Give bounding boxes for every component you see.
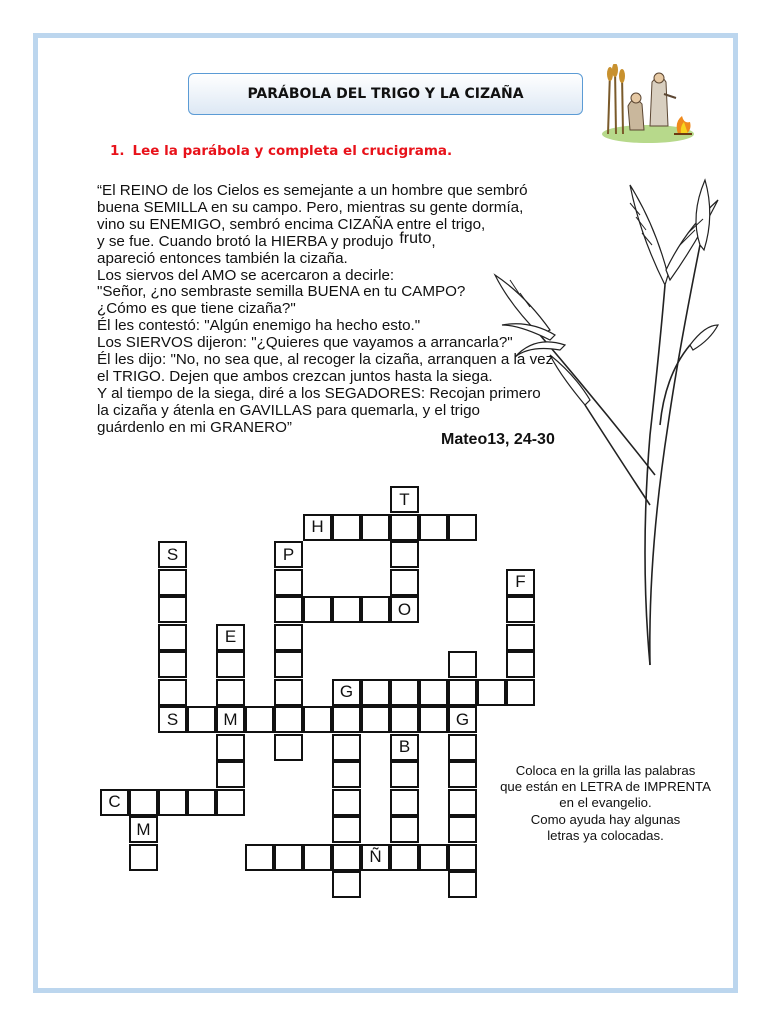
crossword-cell[interactable] <box>129 844 158 871</box>
crossword-cell[interactable] <box>448 844 477 871</box>
crossword-cell[interactable] <box>448 514 477 541</box>
crossword-cell[interactable] <box>332 789 361 816</box>
crossword-cell[interactable] <box>274 596 303 623</box>
help-line: que están en LETRA de IMPRENTA <box>500 779 711 795</box>
crossword-cell[interactable] <box>274 651 303 678</box>
crossword-cell[interactable] <box>274 569 303 596</box>
parable-line: apareció entonces también la cizaña. <box>97 249 348 267</box>
crossword-cell[interactable] <box>390 789 419 816</box>
instruction-text: Lee la parábola y completa el crucigrama. <box>132 143 453 159</box>
crossword-cell[interactable] <box>448 761 477 788</box>
crossword-cell[interactable] <box>390 761 419 788</box>
crossword-cell[interactable] <box>187 789 216 816</box>
crossword-cell[interactable] <box>419 706 448 733</box>
crossword-cell[interactable]: T <box>390 486 419 513</box>
crossword-cell[interactable] <box>477 679 506 706</box>
crossword-cell[interactable] <box>274 844 303 871</box>
crossword-cell[interactable] <box>361 679 390 706</box>
parable-line: Y al tiempo de la siega, diré a los SEGADORES: Recojan primero <box>97 384 541 402</box>
parable-line: buena SEMILLA en su campo. Pero, mientras su gente dormía, <box>97 198 524 216</box>
page-title: PARÁBOLA DEL TRIGO Y LA CIZAÑA <box>247 86 524 102</box>
crossword-cell[interactable] <box>448 871 477 898</box>
crossword-cell[interactable] <box>216 734 245 761</box>
crossword-cell[interactable] <box>303 844 332 871</box>
crossword-cell[interactable] <box>332 596 361 623</box>
parable-text: “El REINO de los Cielos es semejante a un hombre que sembró buena SEMILLA en su campo. Pero, mientras su gente dormía, vino su ENEMIGO, sembró encima CIZAÑA entre el trigo, y se fue. Cuando brotó la HIERBA y produjo fruto, apareció entonces también la cizaña. Los siervos del AMO se acercaron a decirle: "Señor, ¿no sembraste semilla BUENA en tu CAMPO? ¿Cómo es que tiene cizaña?" Él les contestó: "Algún enemigo ha hecho esto." Los SIERVOS dijeron: "¿Quieres que vayamos a arrancarla?" Él les dijo: "No, no sea que, al recoger la cizaña, arranquen a la vez el TRIGO. Dejen que ambos crezcan juntos hasta la siega. Y al tiempo de la siega, diré a los SEGADORES: Recojan primero la cizaña y átenla en GAVILLAS para quemarla, y el trigo guárdenlo en mi GRANERO” <box>97 183 597 437</box>
crossword-cell[interactable] <box>332 706 361 733</box>
parable-line: Él les dijo: "No, no sea que, al recoger la cizaña, arranquen a la vez <box>97 351 554 369</box>
crossword-cell[interactable]: B <box>390 734 419 761</box>
crossword-cell[interactable] <box>361 706 390 733</box>
help-note <box>493 763 718 844</box>
crossword-cell[interactable]: S <box>158 706 187 733</box>
crossword-cell[interactable]: C <box>100 789 129 816</box>
crossword-cell[interactable] <box>274 706 303 733</box>
crossword-cell[interactable]: H <box>303 514 332 541</box>
crossword-cell[interactable] <box>129 789 158 816</box>
crossword-cell[interactable] <box>506 624 535 651</box>
crossword-cell[interactable] <box>419 514 448 541</box>
crossword-cell[interactable] <box>390 706 419 733</box>
crossword-cell[interactable] <box>390 514 419 541</box>
crossword-cell[interactable] <box>332 816 361 843</box>
crossword-cell[interactable] <box>332 871 361 898</box>
help-line: letras ya colocadas. <box>547 827 664 843</box>
crossword-cell[interactable] <box>332 734 361 761</box>
crossword-cell[interactable] <box>390 844 419 871</box>
parable-line: "Señor, ¿no sembraste semilla BUENA en tu CAMPO? <box>97 283 466 301</box>
parable-illustration <box>598 64 698 146</box>
crossword-cell[interactable] <box>187 706 216 733</box>
crossword-cell[interactable] <box>448 651 477 678</box>
crossword-cell[interactable] <box>361 514 390 541</box>
crossword-cell[interactable] <box>274 734 303 761</box>
crossword-cell[interactable] <box>274 624 303 651</box>
help-line: Como ayuda hay algunas <box>530 811 681 827</box>
crossword-cell[interactable] <box>506 679 535 706</box>
crossword-cell[interactable]: F <box>506 569 535 596</box>
crossword-cell[interactable] <box>245 706 274 733</box>
crossword-cell[interactable] <box>216 651 245 678</box>
crossword-cell[interactable] <box>448 734 477 761</box>
parable-line: ¿Cómo es que tiene cizaña?" <box>97 300 296 318</box>
crossword-cell[interactable] <box>361 596 390 623</box>
help-line: en el evangelio. <box>559 795 652 811</box>
parable-line: Él les contestó: "Algún enemigo ha hecho esto." <box>97 317 421 335</box>
crossword-cell[interactable] <box>332 761 361 788</box>
crossword-cell[interactable] <box>216 679 245 706</box>
crossword-cell[interactable] <box>448 679 477 706</box>
crossword-cell[interactable]: Ñ <box>361 844 390 871</box>
parable-line: el TRIGO. Dejen que ambos crezcan juntos hasta la siega. <box>97 367 493 385</box>
crossword-cell[interactable] <box>390 679 419 706</box>
crossword-cell[interactable] <box>158 789 187 816</box>
parable-line: y se fue. Cuando brotó la HIERBA y produjo <box>97 232 394 250</box>
crossword-cell[interactable] <box>419 679 448 706</box>
crossword-cell[interactable] <box>390 816 419 843</box>
crossword-cell[interactable] <box>274 679 303 706</box>
bible-reference: Mateo13, 24-30 <box>441 431 555 448</box>
crossword-cell[interactable] <box>158 596 187 623</box>
parable-line: la cizaña y átenla en GAVILLAS para quemarla, y el trigo <box>97 401 480 419</box>
crossword-cell[interactable] <box>390 569 419 596</box>
crossword-cell[interactable] <box>303 706 332 733</box>
crossword-cell[interactable]: S <box>158 541 187 568</box>
instruction <box>110 143 452 159</box>
crossword-cell[interactable] <box>158 624 187 651</box>
crossword-cell[interactable] <box>303 596 332 623</box>
crossword-cell[interactable] <box>216 789 245 816</box>
parable-line: Los siervos del AMO se acercaron a decirle: <box>97 266 395 284</box>
crossword-cell[interactable] <box>419 844 448 871</box>
crossword-cell[interactable]: M <box>129 816 158 843</box>
crossword-cell[interactable] <box>390 541 419 568</box>
title-box <box>188 73 583 115</box>
handwritten-word: fruto <box>399 229 432 247</box>
parable-line: guárdenlo en mi GRANERO” <box>97 418 292 436</box>
crossword-cell[interactable]: P <box>274 541 303 568</box>
crossword-cell[interactable] <box>332 844 361 871</box>
crossword-cell[interactable] <box>506 596 535 623</box>
crossword-cell[interactable]: G <box>332 679 361 706</box>
crossword-cell[interactable] <box>245 844 274 871</box>
parable-line: Los SIERVOS dijeron: "¿Quieres que vayamos a arrancarla?" <box>97 334 513 352</box>
crossword-cell[interactable] <box>448 816 477 843</box>
crossword-cell[interactable] <box>216 761 245 788</box>
crossword-cell[interactable] <box>448 789 477 816</box>
crossword-cell[interactable] <box>158 679 187 706</box>
crossword-cell[interactable]: M <box>216 706 245 733</box>
crossword-cell[interactable] <box>158 651 187 678</box>
help-line: Coloca en la grilla las palabras <box>515 763 696 778</box>
crossword-cell[interactable] <box>332 514 361 541</box>
parable-line: “El REINO de los Cielos es semejante a un hombre que sembró <box>97 182 528 199</box>
crossword-cell[interactable]: G <box>448 706 477 733</box>
crossword-cell[interactable]: O <box>390 596 419 623</box>
crossword-cell[interactable]: E <box>216 624 245 651</box>
instruction-number: 1. <box>110 143 125 159</box>
crossword-cell[interactable] <box>506 651 535 678</box>
crossword-cell[interactable] <box>158 569 187 596</box>
parable-line: vino su ENEMIGO, sembró encima CIZAÑA entre el trigo, <box>97 215 486 233</box>
